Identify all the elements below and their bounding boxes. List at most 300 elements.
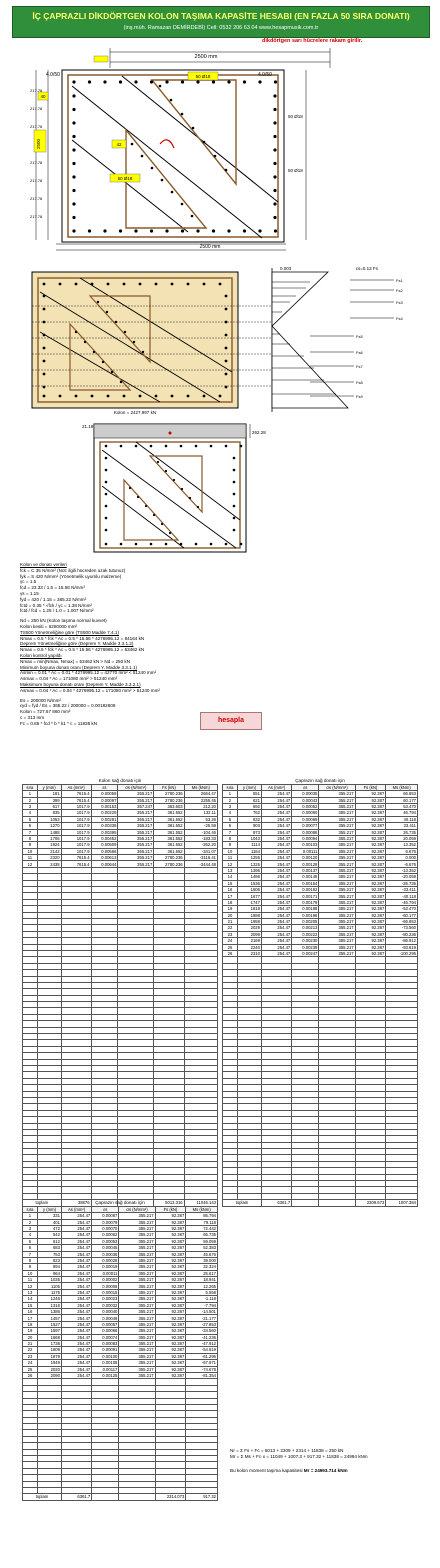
table-cell: 13	[223, 867, 238, 873]
table-cell: 355.217	[119, 1315, 155, 1321]
nd-line[interactable]: Nd = 250 kN (Kolon taşıma normal kuvvet)	[20, 618, 107, 624]
table-cell: 361.552	[154, 848, 184, 854]
rebar-dot	[105, 445, 108, 448]
right-total-fs: 2309.673	[355, 1200, 386, 1206]
rebar-dot	[72, 108, 75, 111]
table-cell: 0.00087	[92, 1213, 119, 1219]
rebar-dot	[196, 229, 199, 232]
rebar-dot	[75, 395, 78, 398]
rebar-dot	[203, 283, 206, 286]
table-cell: 92.387	[355, 925, 386, 931]
rebar-dot	[105, 457, 108, 460]
table-cell: 92.387	[155, 1257, 186, 1263]
rebar-dot	[273, 162, 276, 165]
rebar-dot	[59, 395, 62, 398]
table-cell: 92.387	[355, 810, 386, 816]
table-cell: 92.387	[355, 867, 386, 873]
table-cell: 2	[23, 797, 38, 803]
table-cell: 762	[237, 810, 261, 816]
rebar-dot	[258, 80, 261, 83]
table-cell: 355.217	[119, 1366, 155, 1372]
table-cell: 7615.4	[61, 791, 91, 797]
cross-section-drawing	[10, 44, 430, 256]
table-cell: 0.00196	[292, 912, 319, 918]
table-cell: 0.00032	[92, 1302, 119, 1308]
table-cell: 53.26	[184, 816, 217, 822]
rebar-dot	[155, 395, 158, 398]
table-cell: -74.678	[186, 1366, 218, 1372]
right-total-label: toplam	[223, 1200, 262, 1206]
rebar-dot	[171, 191, 174, 194]
table-cell: 0.00281	[91, 816, 118, 822]
rebar-dot	[150, 543, 153, 546]
table-cell: 0.00188	[292, 906, 319, 912]
table-cell: 10	[23, 1270, 38, 1276]
force-label-3: Fs3	[396, 300, 403, 305]
table-cell: 79.118	[186, 1219, 218, 1225]
table-cell: 20.059	[386, 835, 418, 841]
left-total-label: toplam	[23, 1200, 62, 1206]
table-cell: 0.00060	[292, 810, 319, 816]
input-line-1[interactable]: fck = C 35 N/mm² (Not: ilgili hücreden uzak tutunuz)	[20, 567, 126, 573]
table-cell: 355.217	[319, 912, 355, 918]
rebar-dot	[150, 445, 153, 448]
table-cell: 6	[23, 823, 38, 829]
table-cell: 39.000	[186, 1257, 218, 1263]
table-cell: 355.217	[319, 797, 355, 803]
calc-line-1: TS500 Yönetmeliğine göre (TS500 Madde 7.4.1)	[20, 629, 119, 635]
table-cell: 472	[37, 1225, 61, 1231]
page-title: İÇ ÇAPRAZLI DİKDÖRTGEN KOLON TAŞIMA KAPASİTE HESABI (EN FAZLA 50 SIRA DONATI)	[32, 11, 410, 21]
table-cell: 1175	[37, 1289, 61, 1295]
right-table	[222, 784, 418, 1207]
rebar-dot	[274, 229, 277, 232]
table-cell: 92.387	[155, 1251, 186, 1257]
rebar-dot	[105, 493, 108, 496]
rebar-dot	[72, 162, 75, 165]
table-cell: 181	[37, 791, 61, 797]
rebar-dot	[212, 229, 215, 232]
table-cell: 92.387	[355, 816, 386, 822]
table-cell: 16	[23, 1309, 38, 1315]
table-cell: 254.47	[261, 842, 291, 848]
table-cell: 212.20	[184, 803, 217, 809]
table-cell: 1246	[37, 1296, 61, 1302]
table-cell: 355.217	[119, 1334, 155, 1340]
rebar-dot	[102, 361, 104, 363]
table-cell: 92.387	[355, 823, 386, 829]
table-cell: 8	[23, 1257, 38, 1263]
rebar-dot	[219, 395, 222, 398]
rebar-dot	[153, 514, 155, 516]
table-cell: 60.177	[386, 797, 418, 803]
table-cell: 254.47	[61, 1321, 91, 1327]
bottom-width-dim: 2500 mm	[199, 244, 221, 250]
table-cell: 26.735	[386, 829, 418, 835]
rebar-dot	[273, 202, 276, 205]
rebar-dot	[107, 395, 110, 398]
table-cell: 355.217	[118, 810, 154, 816]
table-cell: 33.411	[386, 823, 418, 829]
table-cell: -1.118	[186, 1296, 218, 1302]
table-cell: -60.177	[386, 912, 418, 918]
rebar-dot	[195, 445, 198, 448]
rebar-dot	[161, 179, 164, 182]
table-cell: 355.217	[119, 1296, 155, 1302]
table-cell: 355.217	[119, 1277, 155, 1283]
rebar-dot	[72, 148, 75, 151]
row-spacing-1: 217.78	[30, 88, 43, 93]
table-cell: 254.47	[61, 1213, 91, 1219]
rebar-dot	[273, 94, 276, 97]
calc-line-3: Deprem Yönetmeliğine göre (Deprem Y. Madde 3.3.1.2)	[20, 641, 134, 647]
column-header: εs	[91, 784, 118, 790]
table-cell: 0.00213	[292, 925, 319, 931]
table-cell: 40.118	[386, 816, 418, 822]
table-cell: 0.00222	[292, 931, 319, 937]
input-line-2[interactable]: fyk = S 420 N/mm² (Yönetmelik uyumlu malzeme)	[20, 573, 122, 579]
table-cell: 254.47	[61, 1347, 91, 1353]
calc-line-5: Kolon kontrol yapıldı	[20, 652, 62, 658]
table-cell: 92.387	[155, 1289, 186, 1295]
rebar-dot	[120, 381, 122, 383]
input-block	[20, 562, 420, 727]
rebar-dot	[43, 283, 46, 286]
table-cell: -183.33	[184, 835, 217, 841]
calculate-button[interactable]: hesapla	[200, 712, 262, 730]
table-cell: 92.387	[155, 1277, 186, 1283]
table-cell: 355.217	[319, 867, 355, 873]
rebar-dot	[181, 488, 183, 490]
table-cell: 53.470	[386, 803, 418, 809]
rebar-dot	[274, 80, 277, 83]
calc-line-4: Nmax = 0.5 * fck * Ac = 0.5 * 15.56 * 4276995.12 = 53462 kN	[20, 647, 145, 653]
rebar-dot	[243, 80, 246, 83]
table-cell: 254.47	[261, 823, 291, 829]
table-cell: 92.387	[155, 1321, 186, 1327]
table-cell: 7615.4	[61, 797, 91, 803]
table-cell: 355.217	[319, 842, 355, 848]
table-cell: 0.00162	[292, 887, 319, 893]
table-cell: 2320	[37, 855, 61, 861]
rebar-dot	[72, 216, 75, 219]
table-cell: 92.387	[155, 1296, 186, 1302]
yellow-cover-input: 40	[40, 94, 46, 99]
table-cell: -81.354	[186, 1372, 218, 1378]
table-cell: 18	[223, 899, 238, 905]
rebar-dot	[72, 135, 75, 138]
table-cell: 0.00145	[292, 874, 319, 880]
rebar-dot	[273, 121, 276, 124]
table-cell: 1386	[37, 1309, 61, 1315]
table-cell: 2142	[37, 848, 61, 854]
table-cell: 1809	[37, 1347, 61, 1353]
rebar-dot	[120, 543, 123, 546]
table-cell: 0.00058	[91, 791, 118, 797]
table-cell: 1888	[237, 912, 261, 918]
rebar-dot	[225, 347, 228, 350]
table-cell: 254.47	[61, 1341, 91, 1347]
table-cell: 92.387	[155, 1238, 186, 1244]
summary-line-2: Mr = Σ Ms + Fc·x = 11049 + 1007.3 + 917.32 + 11838 = 24994 kNm	[230, 1453, 368, 1459]
table-cell: 355.217	[319, 810, 355, 816]
bottom-total-label: toplam	[23, 1494, 62, 1500]
rebar-dot	[233, 469, 236, 472]
table-cell: 254.47	[61, 1219, 91, 1225]
table-cell: 355.217	[319, 855, 355, 861]
rebar-dot	[139, 395, 142, 398]
table-cell: 7	[23, 829, 38, 835]
rebar-dot	[192, 127, 195, 130]
column-header: As (mm²)	[261, 784, 291, 790]
table-cell: 692	[237, 803, 261, 809]
input-line-5[interactable]: γs = 1.15	[20, 590, 39, 596]
rebar-dot	[72, 94, 75, 97]
table-cell: 92.387	[155, 1347, 186, 1353]
table-cell: 12.265	[186, 1283, 218, 1289]
table-cell: 92.387	[155, 1360, 186, 1366]
table-cell: 254.47	[261, 829, 291, 835]
column-header: y (mm)	[37, 784, 61, 790]
table-cell: 92.387	[355, 861, 386, 867]
table-cell: 832	[237, 816, 261, 822]
table-cell: -262.20	[184, 842, 217, 848]
rebar-dot	[72, 175, 75, 178]
table-cell: 7	[223, 829, 238, 835]
table-cell: 0.00002	[92, 1277, 119, 1283]
table-cell: 355.217	[119, 1219, 155, 1225]
table-cell: 254.47	[61, 1353, 91, 1359]
table-cell: 0.00100	[92, 1353, 119, 1359]
table-cell: -341.07	[184, 848, 217, 854]
table-cell: 0.00086	[292, 829, 319, 835]
table-cell: 12	[23, 1283, 38, 1289]
table-cell: 355.217	[119, 1353, 155, 1359]
table-cell: 14	[223, 874, 238, 880]
table-cell: -80.236	[386, 931, 418, 937]
table-cell: 355.217	[118, 797, 154, 803]
rebar-dot	[142, 351, 144, 353]
table-cell: 254.47	[261, 867, 291, 873]
table-cell: 2169	[237, 938, 261, 944]
rebar-dot	[93, 351, 95, 353]
table-cell: 355.217	[119, 1283, 155, 1289]
table-cell: 92.387	[155, 1353, 186, 1359]
table-cell: 0.00023	[92, 1296, 119, 1302]
table-cell: 355.217	[319, 816, 355, 822]
table-cell: 331	[37, 1213, 61, 1219]
column-header: sıra	[223, 784, 238, 790]
table-cell: 683	[37, 1245, 61, 1251]
table-cell: 903	[237, 823, 261, 829]
table-cell: 0.00043	[292, 797, 319, 803]
column-header: As (mm²)	[61, 784, 91, 790]
rebar-dot	[233, 481, 236, 484]
table-cell: 254.47	[261, 950, 291, 956]
table-cell: 0.00097	[91, 797, 118, 803]
total-width-dim: 2500 mm	[194, 54, 218, 60]
rebar-dot	[273, 175, 276, 178]
table-cell: 3	[23, 1225, 38, 1231]
table-cell: 2099	[237, 931, 261, 937]
table-cell: 254.47	[261, 880, 291, 886]
input-line-8: fctd / fcd = 1.25 / 1.0 = 1.007 N/mm²	[20, 608, 94, 614]
rebar-dot	[225, 295, 228, 298]
table-cell: 355.217	[319, 835, 355, 841]
rebar-dot	[72, 189, 75, 192]
table-cell: 254.47	[261, 835, 291, 841]
table-cell: 92.387	[355, 842, 386, 848]
table-cell: 0.00062	[92, 1232, 119, 1238]
table-cell: 355.217	[319, 899, 355, 905]
calc-line-7: Minimum boyuna donatı oranı (Deprem Y. Madde 3.3.1.1)	[20, 664, 138, 670]
summary-capacity-value: Mr = 24993.714 kNm	[303, 1467, 348, 1473]
table-cell: 355.217	[119, 1289, 155, 1295]
rebar-dot	[105, 469, 108, 472]
column-header: As (mm²)	[61, 1206, 91, 1212]
table-cell: 355.217	[119, 1213, 155, 1219]
table-cell: 355.217	[119, 1360, 155, 1366]
table-cell: 92.387	[355, 950, 386, 956]
table-cell: 1255	[237, 855, 261, 861]
column-header: Fs (kN)	[155, 1206, 186, 1212]
table-cell: 6	[23, 1245, 38, 1251]
table-cell: 18.941	[186, 1277, 218, 1283]
table-cell: 0.00103	[292, 842, 319, 848]
table-cell: 21	[23, 1341, 38, 1347]
table-cell: 0.00154	[292, 880, 319, 886]
rebar-dot	[171, 283, 174, 286]
table-cell: 7615.4	[61, 855, 91, 861]
table-cell: 21	[223, 919, 238, 925]
table-cell: 355.217	[118, 842, 154, 848]
input-hint: dikdörtgen sarı hücrelere rakam girilir.	[262, 38, 363, 44]
rebar-dot	[227, 229, 230, 232]
column-capacity-caption: Kolon = 2427.997 kN	[113, 410, 157, 415]
table-cell: 92.387	[155, 1372, 186, 1378]
table-cell: 0.00205	[292, 919, 319, 925]
table-cell: 92.387	[355, 919, 386, 925]
table-cell: 1668	[37, 1334, 61, 1340]
bar-label-right-a: 50 Ø18	[288, 114, 303, 119]
rebar-dot	[131, 143, 134, 146]
rebar-dot	[145, 505, 147, 507]
table-cell: 1466	[237, 874, 261, 880]
table-cell: 1017.9	[61, 835, 91, 841]
rebar-dot	[203, 141, 206, 144]
table-cell: 24	[223, 938, 238, 944]
table-cell: 355.217	[319, 919, 355, 925]
table-cell: -40.118	[386, 893, 418, 899]
rebar-dot	[171, 395, 174, 398]
table-cell: 401	[37, 1219, 61, 1225]
table-cell: 1949	[37, 1360, 61, 1366]
table-cell: 17	[223, 893, 238, 899]
table-cell: -34.560	[186, 1328, 218, 1334]
table-cell: 1924	[37, 842, 61, 848]
bar-label-top: 50 Ø18	[195, 74, 211, 79]
table-cell: 1395	[237, 867, 261, 873]
table-cell: 0.00120	[292, 855, 319, 861]
table-cell: 2	[23, 1219, 38, 1225]
row-spacing-7: 217.78	[30, 214, 43, 219]
table-cell: 355.217	[119, 1245, 155, 1251]
table-cell: 361.552	[154, 810, 184, 816]
table-cell: 355.217	[119, 1238, 155, 1244]
table-cell: 92.387	[355, 848, 386, 854]
table-cell: 1527	[37, 1321, 61, 1327]
rebar-dot	[196, 80, 199, 83]
rebar-dot	[225, 445, 228, 448]
rebar-dot	[273, 189, 276, 192]
table-cell: 1017.9	[61, 803, 91, 809]
rebar-dot	[233, 505, 236, 508]
rebar-dot	[124, 331, 126, 333]
table-cell: 0.00179	[292, 899, 319, 905]
rebar-dot	[173, 479, 175, 481]
table-cell: 3	[23, 803, 38, 809]
table-cell: 612	[37, 1238, 61, 1244]
table-cell: 22	[23, 1347, 38, 1353]
table-cell: 254.47	[261, 906, 291, 912]
table-cell: -41.236	[186, 1334, 218, 1340]
table-cell: 92.387	[355, 791, 386, 797]
table-cell: 32.324	[186, 1264, 218, 1270]
table-cell: 92.387	[355, 887, 386, 893]
table-cell: 2438	[37, 861, 61, 867]
table-cell: -66.853	[386, 919, 418, 925]
rebar-dot	[181, 203, 184, 206]
table-cell: 254.47	[261, 791, 291, 797]
rebar-dot	[137, 496, 139, 498]
table-cell: 22	[223, 925, 238, 931]
table-cell: 254.47	[261, 810, 291, 816]
table-cell: 355.217	[119, 1321, 155, 1327]
right-table-caption: Çaprazın sağ donatı için	[295, 778, 345, 783]
column-header: Fs (kN)	[355, 784, 386, 790]
table-cell: 1457	[37, 1315, 61, 1321]
table-cell: 355.217	[119, 1309, 155, 1315]
table-cell: 355.217	[319, 880, 355, 886]
table-cell: 92.387	[155, 1232, 186, 1238]
table-cell: 254.47	[61, 1296, 91, 1302]
calc-line-9: Asmax = 0.04 * Ac = 171080 mm² > 51240 mm²	[20, 676, 118, 682]
table-cell: 254.47	[261, 931, 291, 937]
table-cell: 0.00019	[92, 1264, 119, 1270]
author-line: (inş.müh. Ramazan DEMİRDEBİ) Cell: 0532 206 63 04 www.hesapmusik.com.tr	[123, 25, 319, 31]
area-line: Kolon kesiti = 6250000 mm²	[20, 623, 78, 629]
table-cell: 254.47	[61, 1277, 91, 1283]
input-line-3[interactable]: γc = 1.5	[20, 579, 37, 585]
rebar-dot	[165, 543, 168, 546]
table-cell: -27.853	[186, 1321, 218, 1327]
rebar-dot	[88, 229, 91, 232]
rebar-dot	[155, 283, 158, 286]
yellow-height-input: 2500	[36, 138, 41, 150]
table-cell: 355.217	[319, 944, 355, 950]
table-cell: 1043	[237, 835, 261, 841]
column-header: Ms (kNm)	[186, 1206, 218, 1212]
table-cell: -93.619	[386, 944, 418, 950]
table-cell: 254.47	[61, 1309, 91, 1315]
table-cell: 0.00117	[92, 1366, 119, 1372]
table-cell: 355.217	[118, 791, 154, 797]
table-cell: 1	[23, 1213, 38, 1219]
table-cell: 254.47	[61, 1232, 91, 1238]
column-header: Fs (kN)	[154, 784, 184, 790]
table-cell: 0.00074	[92, 1334, 119, 1340]
table-cell: 1818	[237, 906, 261, 912]
